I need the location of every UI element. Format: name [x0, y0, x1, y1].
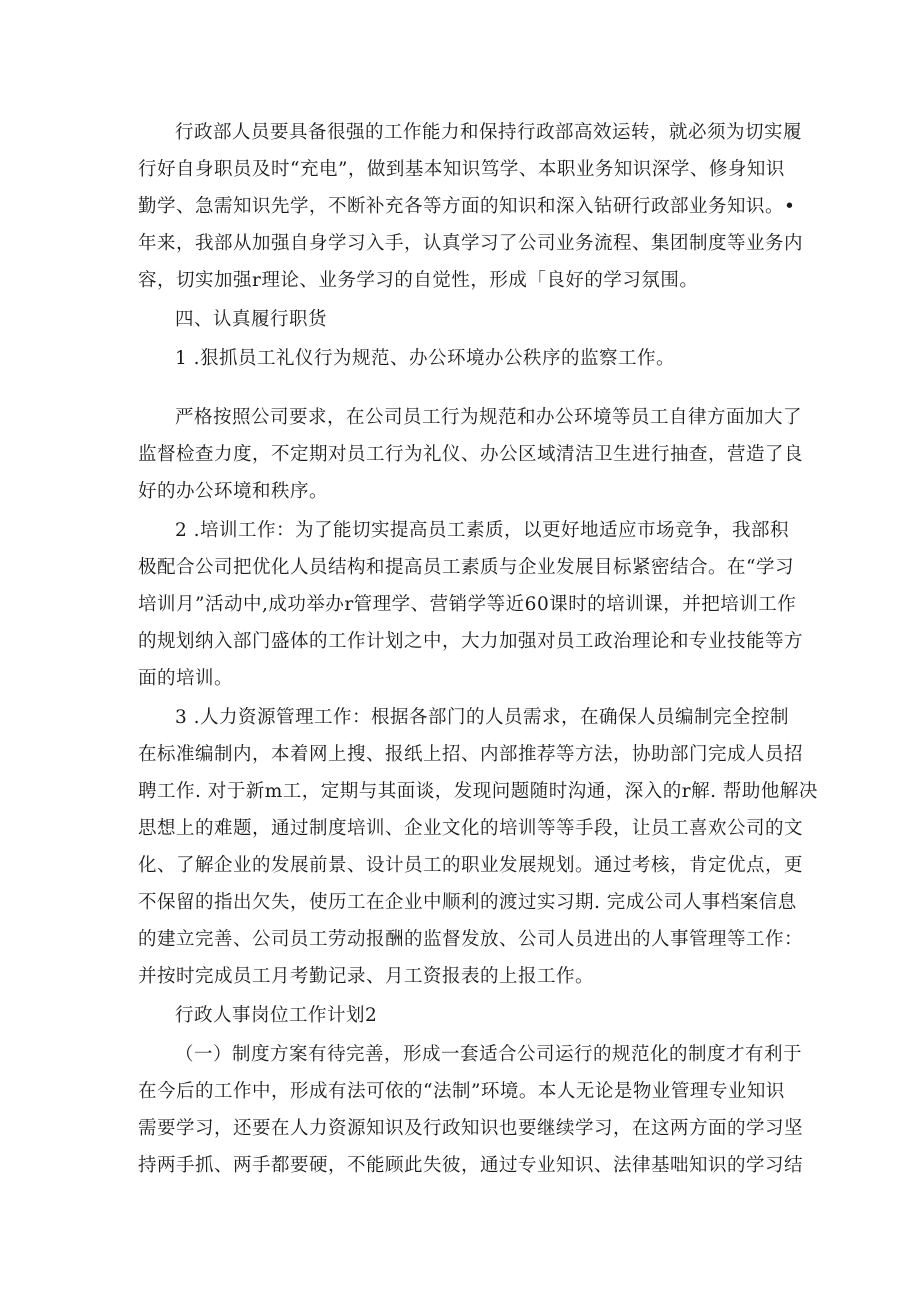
- paragraph-line: 在标准编制内，本着网上搜、报纸上招、内部推荐等方法，协助部门完成人员招: [138, 744, 804, 765]
- paragraph-line: 行好自身职员及时“充电”，做到基本知识笃学、本职业务知识深学、修身知识: [138, 159, 785, 180]
- paragraph-line: 聘工作. 对于新m工，定期与其面谈，发现问题随时沟通，深入的r解. 帮助他解决: [138, 781, 818, 802]
- paragraph-line: 持两手抓、两手都要硬，不能顾此失彼，通过专业知识、法律基咄知识的学习结: [138, 1155, 804, 1176]
- paragraph-line: 不保留的指出欠失，使历工在企业中顺利的渡过实习期. 完成公司人事档案信息: [138, 892, 797, 913]
- paragraph-line: 好的办公环境和秩序。: [138, 481, 329, 502]
- paragraph-line: 2 .培训工作：为了能切实提高员工素质，以更好地适应市场竞争，我部积: [175, 520, 790, 541]
- paragraph-line: 极配合公司把优化人员结构和提高员工素质与企业发展目标紧密结合。在“学习: [138, 557, 794, 578]
- list-item-heading: 1 .狠抓员工礼仪行为规范、办公环境办公秩序的监察工作。: [175, 348, 676, 369]
- paragraph-line: 年来，我部从加强自身学习入手，认真学习了公司业务流程、集团制度等业务内: [138, 233, 804, 254]
- paragraph-line: 需要学习，还要在人力资源知识及行政知识也要继续学习，在这两方面的学习坚: [138, 1118, 804, 1139]
- paragraph-line: 的建立完善、公司员工劳动报酬的监督发放、公司人员进出的人事管理等工作：: [138, 929, 804, 950]
- paragraph-line: 在今后的工作中，形成有法可依的“法制”环境。本人无论是物业管理专业知识: [138, 1081, 785, 1102]
- paragraph-line: 行政部人员要具备很强的工作能力和保持行政部高效运转，就必须为切实履: [175, 122, 803, 143]
- section-heading: 四、认真履行职货: [175, 309, 328, 330]
- section-heading: 行政人事岗位工作计划2: [175, 1005, 378, 1026]
- paragraph-line: 思想上的难题，通过制度培训、企业文化的培训等等手段，让员工喜欢公司的文: [138, 818, 804, 839]
- paragraph-line: 3 .人力资源管理工作：根据各部门的人员需求，在确保人员编制完全控制: [175, 707, 790, 728]
- paragraph-line: 严格按照公司要求，在公司员工行为规范和办公环境等员工自律方面加大了: [175, 407, 803, 428]
- paragraph-line: 监督检查力度，不定期对员工行为礼仪、办公区域清洁卫生进行抽查，营造了良: [138, 444, 804, 465]
- paragraph-line: 培训月”活动中,成功举办r管理学、营销学等近60课时的培训课，并把培训工作: [138, 594, 797, 615]
- paragraph-line: （一）制度方案有待完善，形成一套适合公司运行的规范化的制度才有利于: [175, 1044, 803, 1065]
- paragraph-line: 并按时完成员工月考勤记录、月工资报表的上报工作。: [138, 966, 595, 987]
- paragraph-line: 勤学、急需知识先学，不断补充各等方面的知识和深入钻研行政部业务知识。•: [138, 196, 796, 217]
- paragraph-line: 容，切实加强r理论、业务学习的自觉性，形成「良好的学习氛围。: [138, 270, 699, 291]
- paragraph-line: 的规划纳入部门盛体的工作计划之中，大力加强对员工政治理论和专业技能等方: [138, 631, 804, 652]
- paragraph-line: 化、了解企业的发展前景、设计员工的职业发展规划。通过考核，肯定优点，更: [138, 855, 804, 876]
- paragraph-line: 面的培训。: [138, 668, 234, 689]
